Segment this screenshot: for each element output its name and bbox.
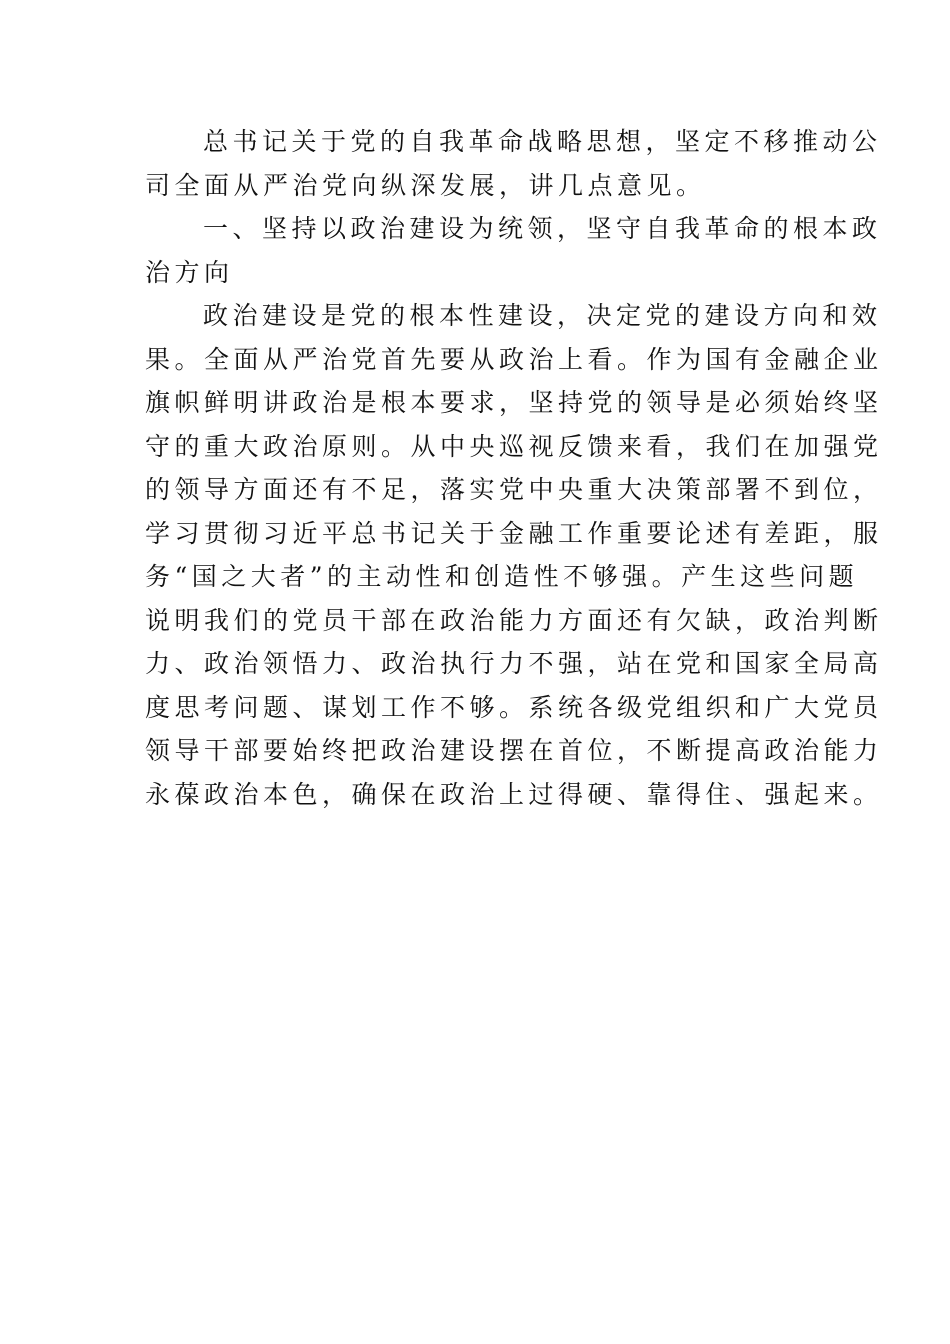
paragraph-line: 永葆政治本色，确保在政治上过得硬、靠得住、强起来。 <box>145 779 883 809</box>
paragraph-line: 政治建设是党的根本性建设，决定党的建设方向和效 <box>203 301 882 330</box>
paragraph-line: 说明我们的党员干部在政治能力方面还有欠缺，政治判断 <box>145 605 883 635</box>
intro-paragraph <box>145 120 882 207</box>
paragraph-line: 总书记关于党的自我革命战略思想，坚定不移推动公 <box>203 127 882 156</box>
body-paragraph-1 <box>145 294 883 816</box>
paragraph-line: 旗帜鲜明讲政治是根本要求，坚持党的领导是必须始终坚 <box>145 388 883 417</box>
paragraph-line: 守的重大政治原则。从中央巡视反馈来看，我们在加强党 <box>145 431 883 461</box>
paragraph-line: 度思考问题、谋划工作不够。系统各级党组织和广大党员 <box>145 692 883 722</box>
paragraph-line: 领导干部要始终把政治建设摆在首位，不断提高政治能力 <box>145 736 883 765</box>
paragraph-line: 力、政治领悟力、政治执行力不强，站在党和国家全局高 <box>145 649 883 678</box>
document-body <box>145 120 883 816</box>
paragraph-line: 果。全面从严治党首先要从政治上看。作为国有金融企业 <box>145 344 883 374</box>
paragraph-line: 务“国之大者”的主动性和创造性不够强。产生这些问题 <box>145 562 859 591</box>
paragraph-line: 的领导方面还有不足，落实党中央重大决策部署不到位， <box>145 475 883 504</box>
heading-line: 一、坚持以政治建设为统领，坚守自我革命的根本政 <box>203 214 882 243</box>
paragraph-line: 学习贯彻习近平总书记关于金融工作重要论述有差距，服 <box>145 518 883 548</box>
section-heading-1 <box>145 207 882 294</box>
heading-line: 治方向 <box>145 257 234 287</box>
paragraph-line: 司全面从严治党向纵深发展，讲几点意见。 <box>145 170 706 200</box>
